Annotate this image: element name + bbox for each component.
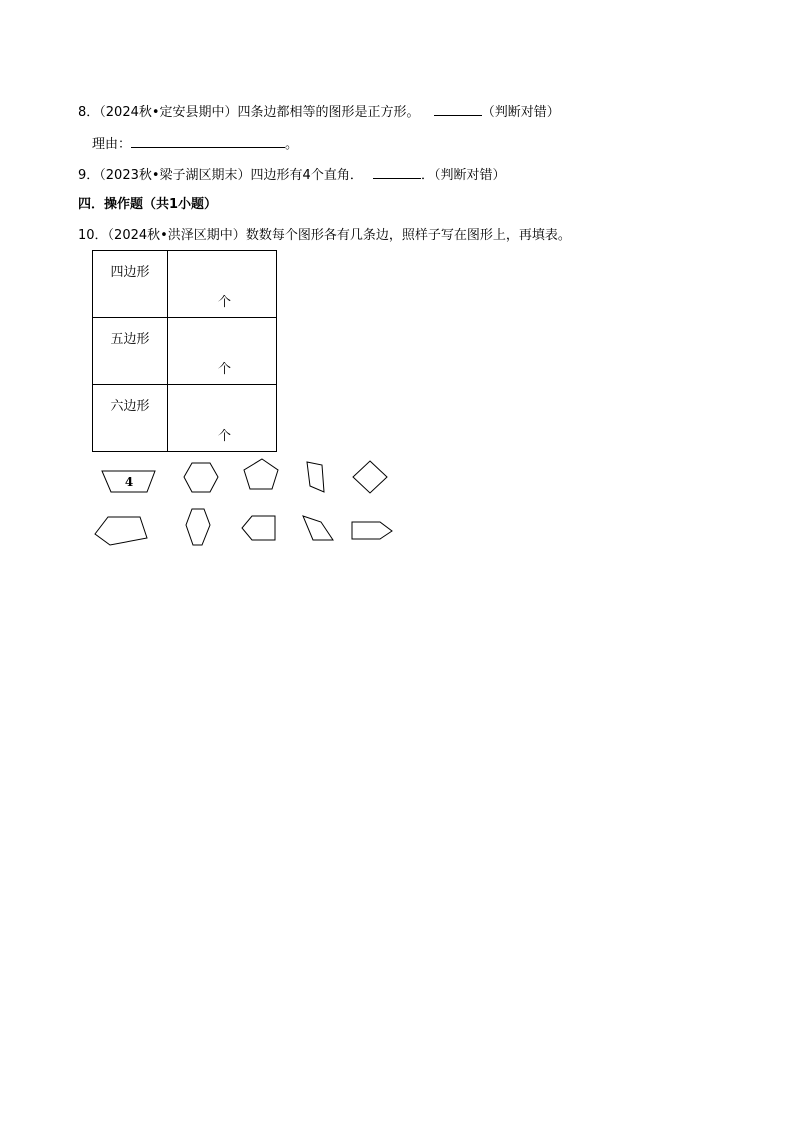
- unit-label: 个: [218, 295, 232, 310]
- shape-pentagon[interactable]: [244, 459, 278, 489]
- shape-pentagon-wide[interactable]: [95, 517, 147, 545]
- row-label: 五边形: [110, 332, 150, 347]
- question-number: 8．: [78, 105, 100, 120]
- row-label: 六边形: [110, 399, 150, 414]
- question-source: （2024秋•洪泽区期中）: [107, 228, 246, 243]
- question-text: 四边形有4个直角．: [250, 168, 363, 183]
- question-source: （2023秋•梁子湖区期末）: [99, 168, 251, 183]
- shape-diamond[interactable]: [353, 461, 387, 493]
- shape-quadrilateral-kite[interactable]: [303, 516, 333, 540]
- unit-label: 个: [218, 429, 232, 444]
- question-text: 四条边都相等的图形是正方形。: [237, 105, 420, 120]
- question-text: 数数每个图形各有几条边，照样子写在图形上，再填表。: [245, 228, 571, 243]
- shape-pentagon-house[interactable]: [242, 516, 275, 540]
- example-label: 4: [124, 475, 134, 489]
- question-number: 10．: [78, 228, 108, 243]
- shape-pentagon-arrow[interactable]: [352, 522, 392, 539]
- question-hint: （判断对错）: [481, 105, 560, 120]
- shape-hexagon[interactable]: [184, 463, 218, 492]
- question-number: 9．: [78, 168, 100, 183]
- question-hint: ．（判断对错）: [420, 168, 506, 183]
- reason-label: 理由：: [92, 137, 132, 152]
- shape-hexagon-tall[interactable]: [186, 509, 210, 545]
- unit-label: 个: [218, 362, 232, 377]
- question-source: （2024秋•定安县期中）: [99, 105, 238, 120]
- section-title: 四．操作题（共1小题）: [78, 197, 218, 212]
- shape-quadrilateral-tall[interactable]: [307, 462, 324, 492]
- reason-end: 。: [285, 137, 299, 152]
- row-label: 四边形: [110, 265, 150, 280]
